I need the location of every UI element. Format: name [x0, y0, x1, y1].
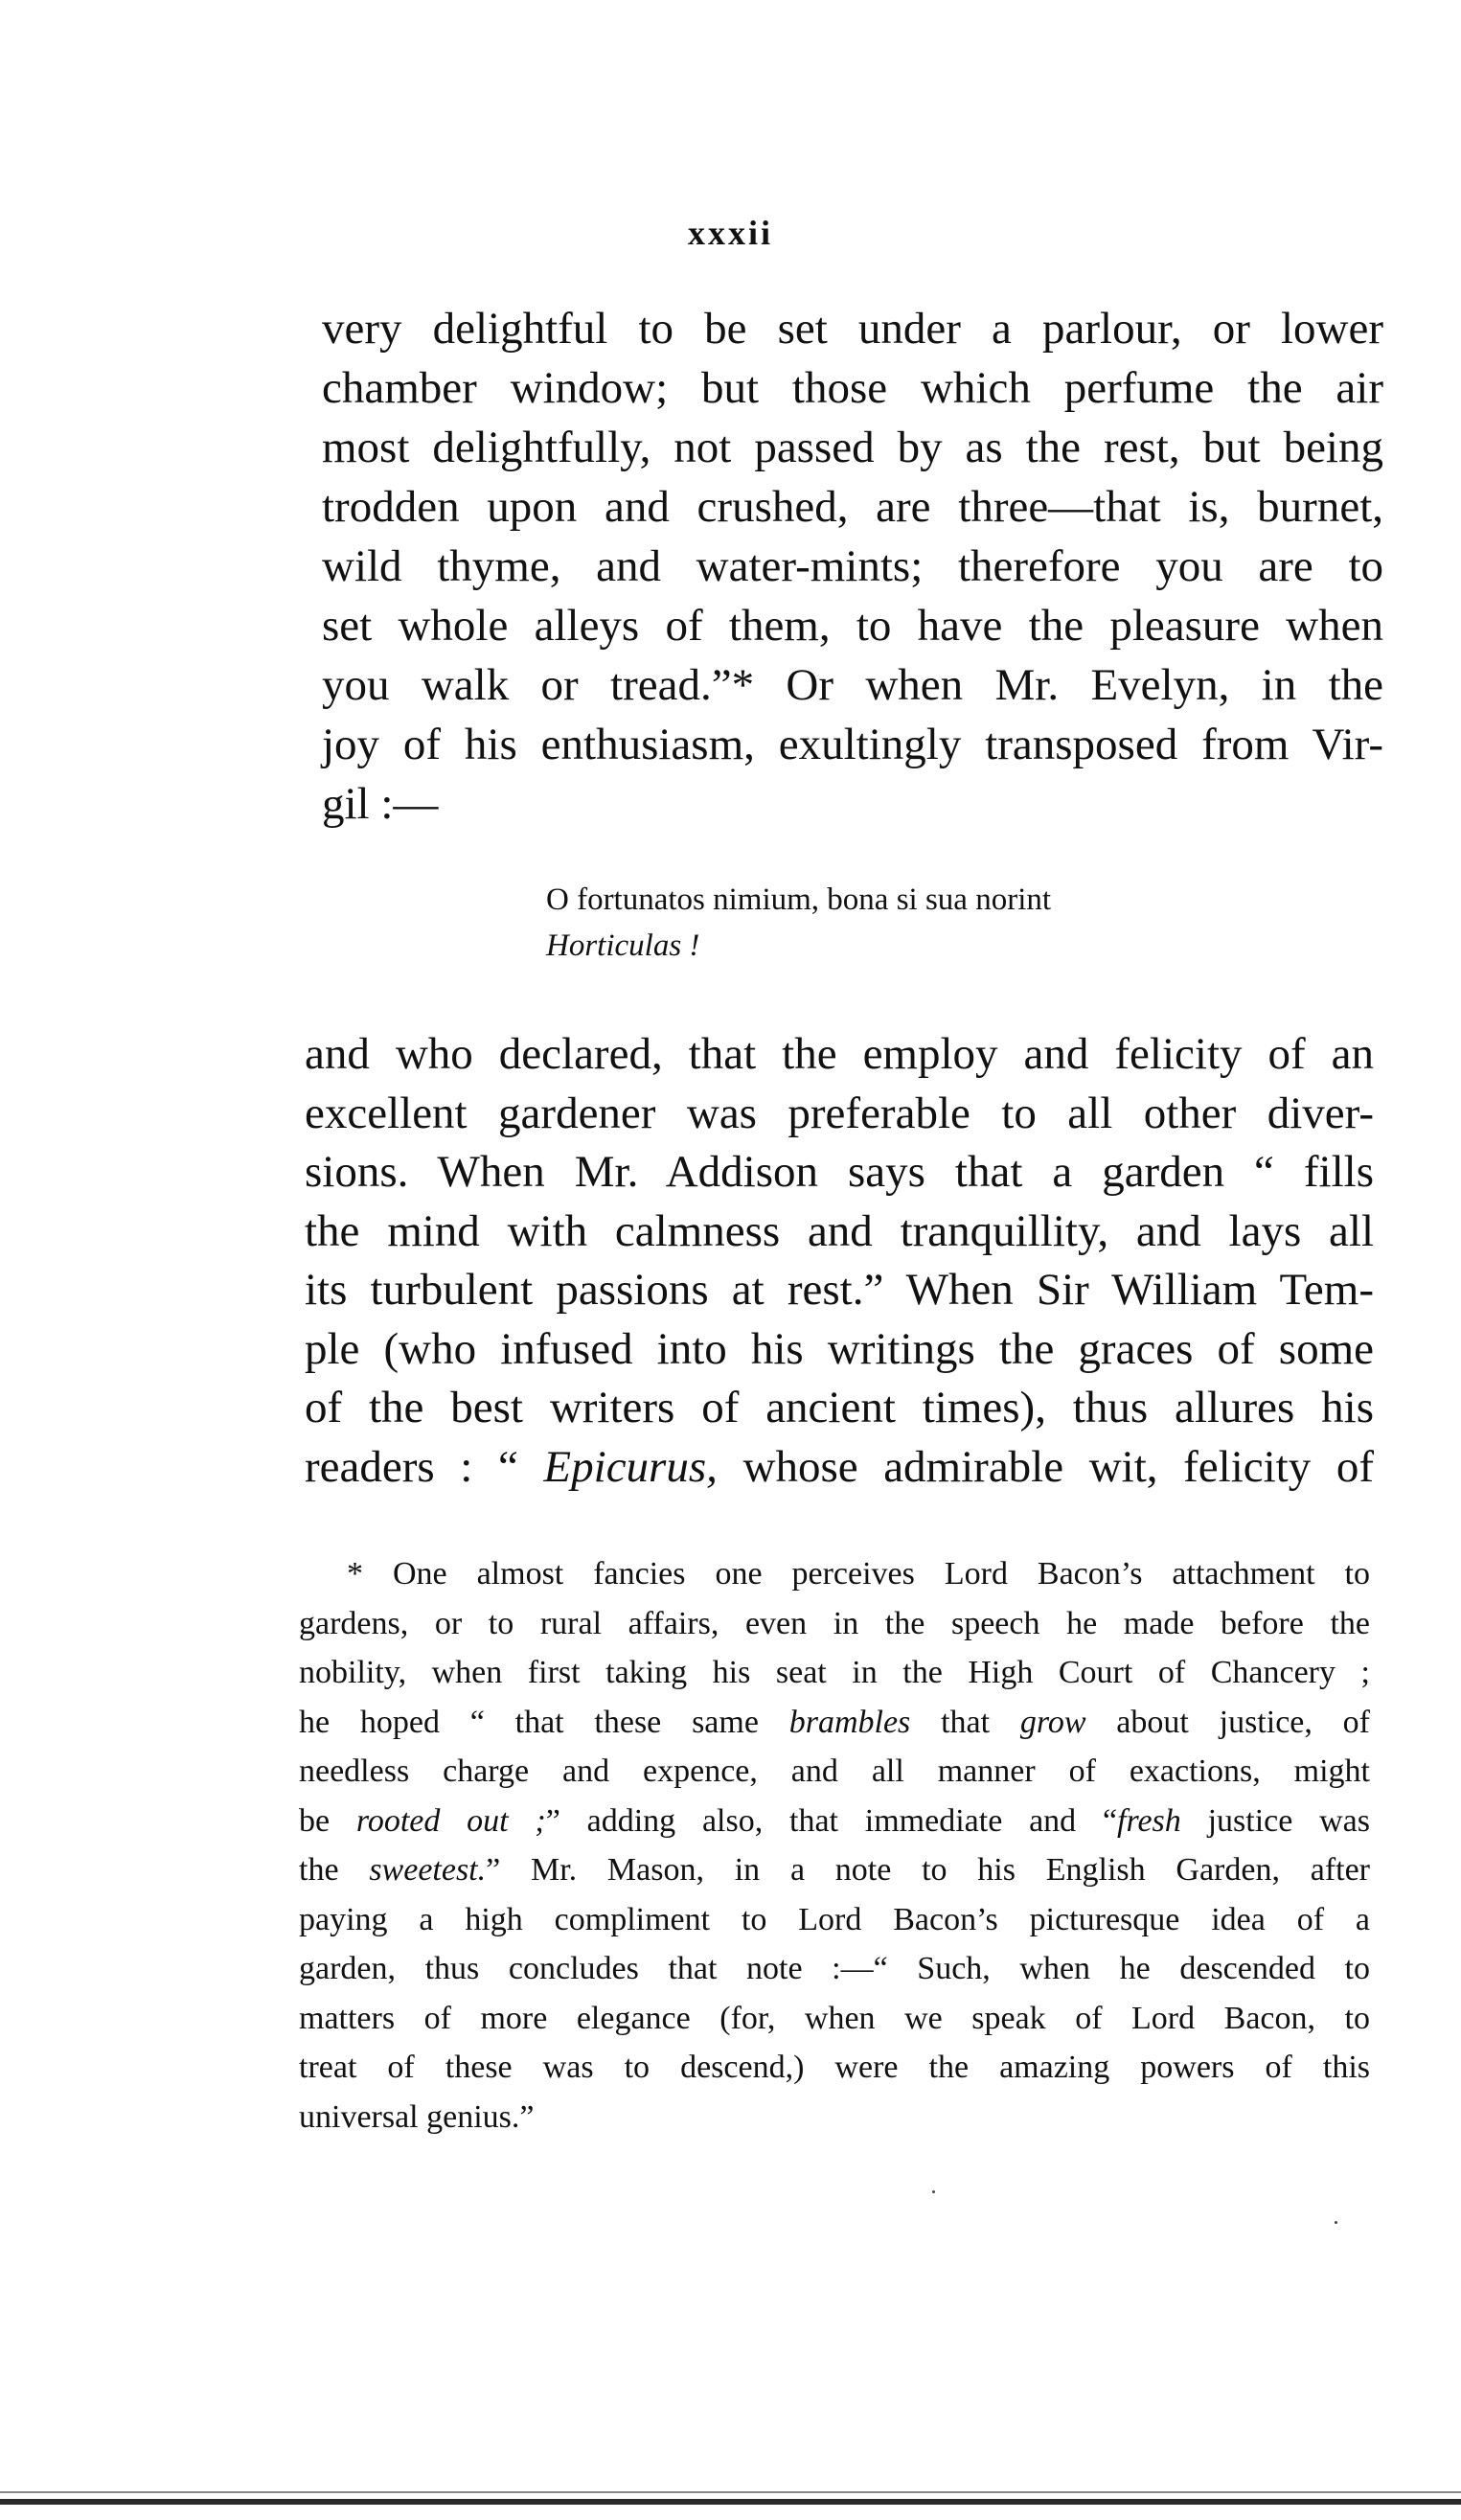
text-run: about justice, of — [1085, 1704, 1370, 1740]
italic-word: grow — [1019, 1704, 1086, 1740]
latin-verse-quote — [546, 877, 1293, 969]
text-line: most delightfully, not passed by as the rest, but being — [322, 423, 1383, 472]
italic-word: sweetest. — [369, 1852, 487, 1888]
footnote-line: garden, thus concludes that note :—“ Such, when he descended to — [299, 1951, 1370, 1986]
text-run: ” adding also, that immediate and “ — [545, 1802, 1118, 1839]
text-run: he hoped “ that these same — [299, 1704, 789, 1740]
text-line: of the best writers of ancient times), thus allures his — [305, 1383, 1374, 1432]
text-run: that — [910, 1704, 1020, 1740]
verse-line: O fortunatos nimium, bona si sua norint — [546, 882, 1052, 917]
verse-line-italic: Horticulas ! — [546, 928, 700, 963]
italic-word: rooted out ; — [355, 1802, 546, 1839]
footnote-line — [299, 1797, 1370, 1846]
italic-name: Epicurus, — [543, 1441, 718, 1492]
text-run: be — [299, 1802, 356, 1839]
footnote-line: * One almost fancies one perceives Lord Bacon’s attachment to — [347, 1556, 1370, 1592]
text-line: you walk or tread.”* Or when Mr. Evelyn, in the — [322, 660, 1383, 710]
text-line: trodden upon and crushed, are three—that is, burnet, — [322, 482, 1383, 532]
text-run: the — [299, 1852, 370, 1888]
footnote-line — [299, 1698, 1370, 1748]
text-line: joy of his enthusiasm, exultingly transposed from Vir- — [322, 720, 1383, 769]
page-edge-line — [0, 2491, 1461, 2493]
footnote-line: nobility, when first taking his seat in the High Court of Chancery ; — [299, 1655, 1370, 1690]
text-run: whose admirable wit, felicity of — [717, 1441, 1374, 1492]
text-run: justice was — [1180, 1802, 1370, 1839]
footnote-line: needless charge and expence, and all manner of exactions, might — [299, 1753, 1370, 1789]
text-line: and who declared, that the employ and felicity of an — [305, 1029, 1374, 1079]
text-run: ” Mr. Mason, in a note to his English Garden, after — [486, 1852, 1370, 1888]
footnote-line: matters of more elegance (for, when we speak of Lord Bacon, to — [299, 2000, 1370, 2036]
footnote-line: gardens, or to rural affairs, even in the speech he made before the — [299, 1605, 1370, 1641]
text-run: readers : “ — [305, 1441, 544, 1492]
text-line: chamber window; but those which perfume the air — [322, 363, 1383, 413]
text-line: sions. When Mr. Addison says that a garden “ fills — [305, 1147, 1374, 1197]
main-paragraph-2 — [305, 1025, 1374, 1497]
text-line: set whole alleys of them, to have the pleasure when — [322, 601, 1383, 651]
italic-word: fresh — [1117, 1802, 1181, 1839]
footnote — [299, 1549, 1370, 2142]
text-line: wild thyme, and water-mints; therefore you are to — [322, 541, 1383, 591]
text-line: gil :— — [322, 779, 439, 829]
page-edge-rule — [0, 2499, 1461, 2505]
footnote-line: treat of these was to descend,) were the amazing powers of this — [299, 2050, 1370, 2085]
text-line: very delightful to be set under a parlour, or lower — [322, 304, 1383, 354]
text-line: ple (who infused into his writings the graces of some — [305, 1323, 1374, 1374]
text-line: its turbulent passions at rest.” When Sir William Tem- — [305, 1265, 1374, 1315]
italic-word: brambles — [788, 1704, 911, 1740]
text-line: excellent gardener was preferable to all other diver- — [305, 1088, 1374, 1138]
footnote-line: universal genius.” — [299, 2098, 535, 2135]
footnote-line: paying a high compliment to Lord Bacon’s picturesque idea of a — [299, 1901, 1370, 1937]
footnote-line — [299, 1845, 1370, 1895]
page-number: xxxii — [687, 214, 773, 252]
main-paragraph-1 — [322, 299, 1383, 834]
ink-speck — [932, 2190, 935, 2193]
ink-speck — [1335, 2221, 1337, 2224]
text-line: the mind with calmness and tranquillity, and lays all — [305, 1205, 1374, 1256]
text-line — [305, 1438, 1374, 1498]
